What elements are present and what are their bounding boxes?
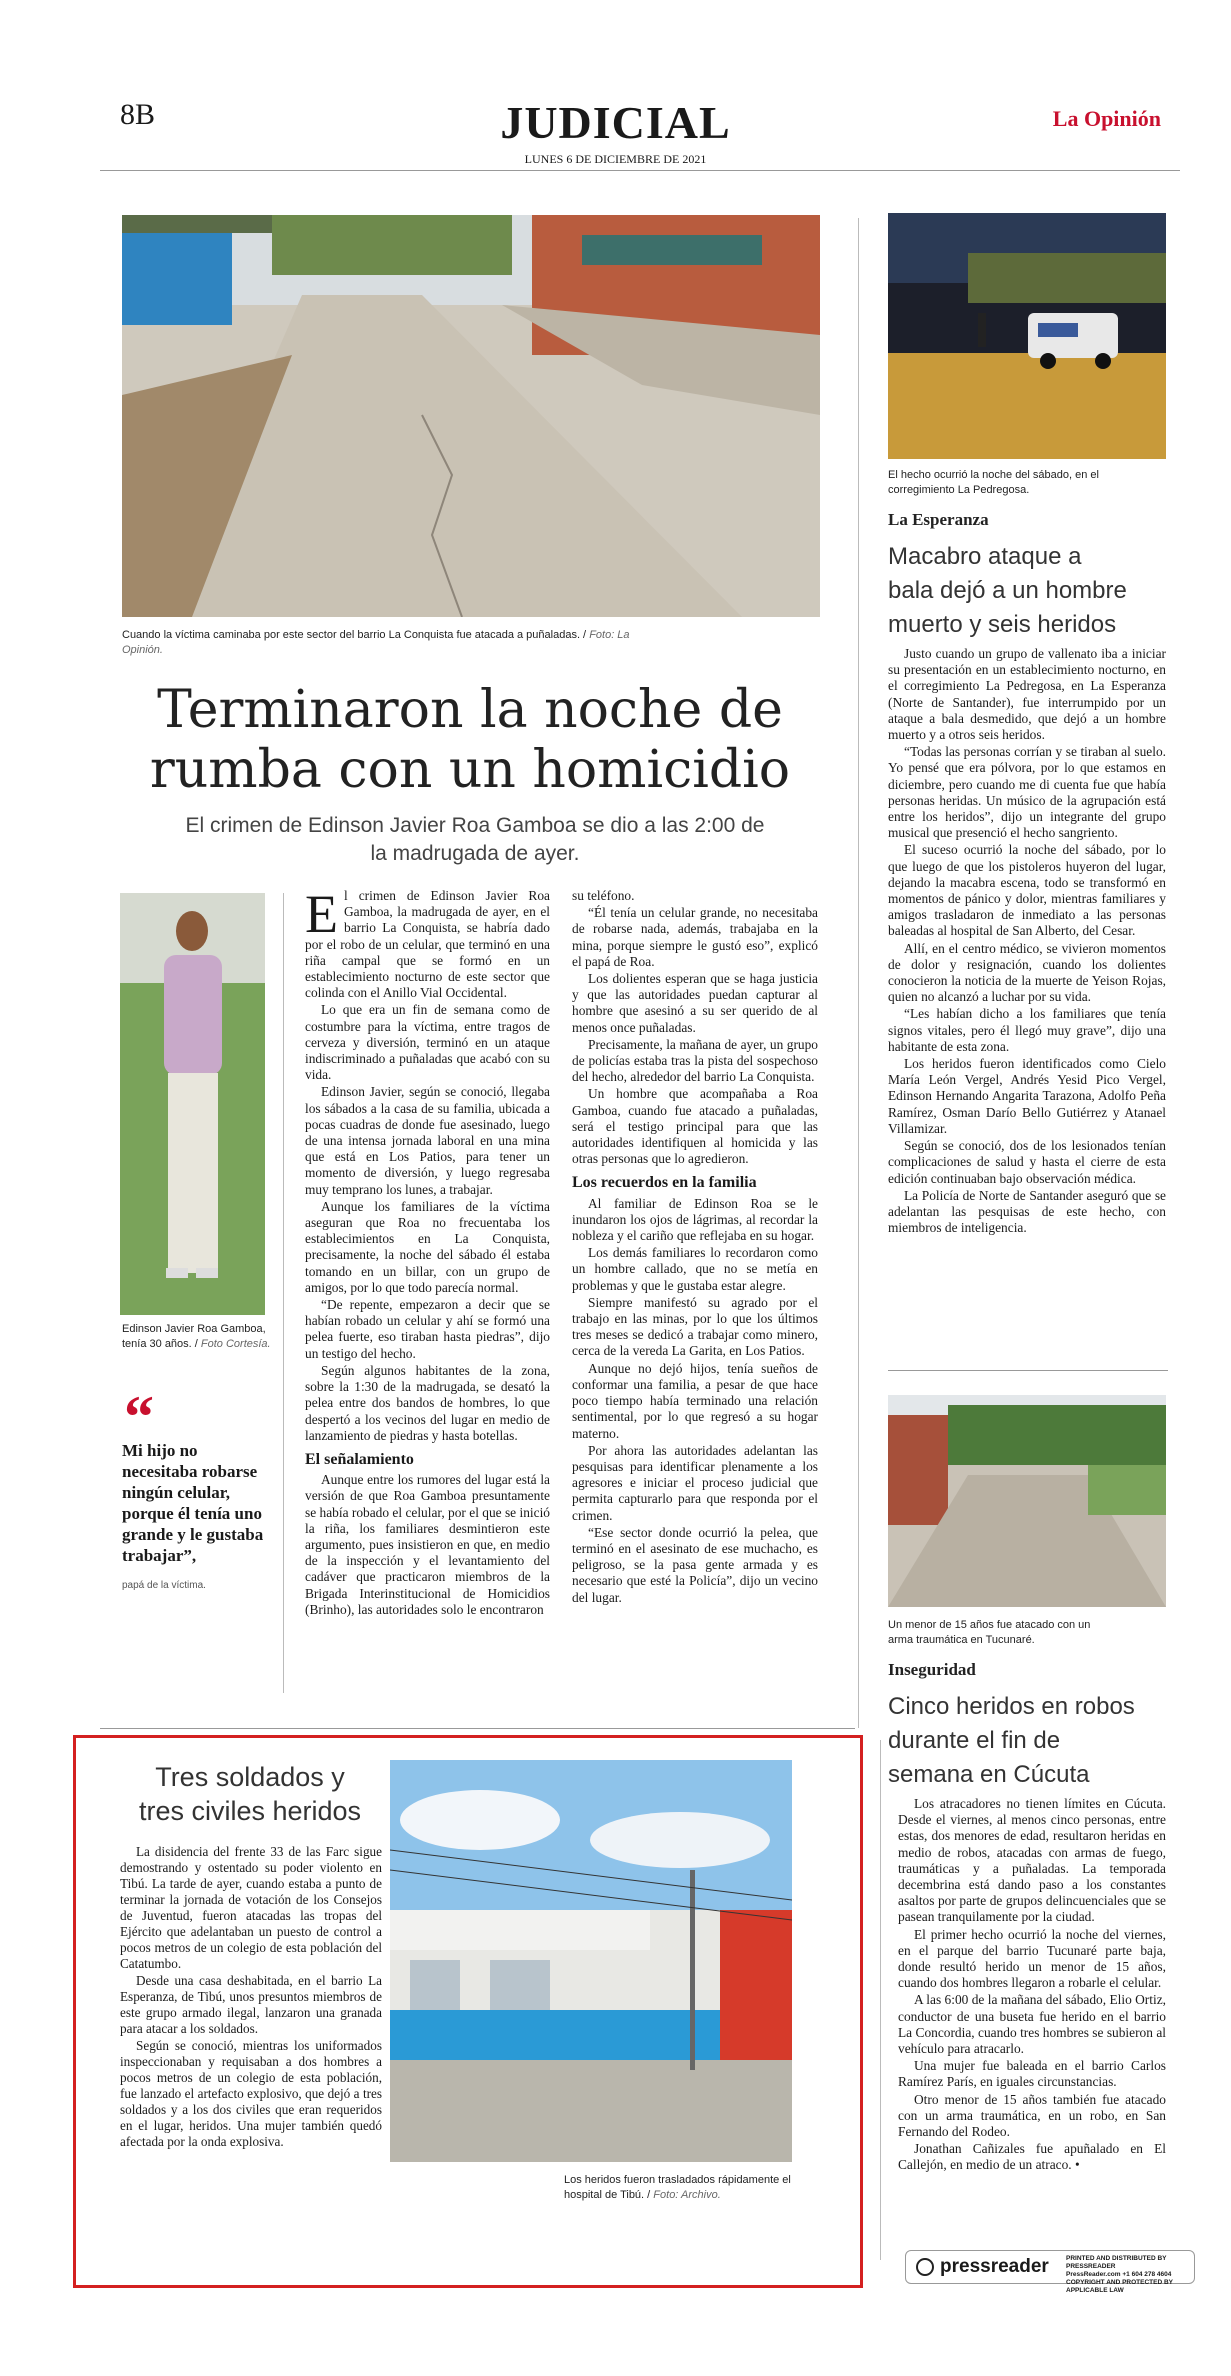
- side1-photo-caption: El hecho ocurrió la noche del sábado, en el corregimiento La Pedregosa.: [888, 469, 1099, 496]
- pull-quote-attribution: papá de la víctima.: [122, 1580, 206, 1591]
- pressreader-icon: [916, 2258, 934, 2276]
- footer-badge: [905, 2250, 1195, 2294]
- boxed-photo-credit: Foto: Archivo.: [653, 2189, 721, 2201]
- side-divider: [888, 1370, 1168, 1371]
- subhead-senalamiento: El señalamiento: [305, 1450, 414, 1468]
- pressreader-logo: pressreader: [940, 2256, 1049, 2277]
- side2-photo-caption: Un menor de 15 años fue atacado con un arma traumática en Tucunaré.: [888, 1619, 1091, 1646]
- main-body-column-1: El crimen de Edinson Javier Roa Gamboa, la madrugada de ayer, en el barrio La Conquista, se habría dado por el robo de un celular, que terminó en una riña campal que se formó en un establecimiento nocturno de este sector que colinda con el Anillo Vial Occidental. Lo que era un fin de semana como de costumbre para la víctima, entre tragos de cerveza y diversión, terminó en un ataque indiscriminado a puñaladas que acabó con su vida. Edinson Javier, según se conoció, llegaba los sábados a la casa de su familia, ubicada a pocas cuadras de donde fue asesinado, luego de una intensa jornada laboral en una mina que está en Los Patios, para tener un momento de diversión, y luego regresaba muy temprano los lunes, a trabajar. Aunque los familiares de la víctima aseguran que Roa no frecuentaba los establecimientos en La Conquista, precisamente, la noche del sábado él estaba tomando en un billar, con un grupo de amigos, por lo que todo parecía normal. “De repente, empezaron a decir que se habían robado un celular y ahí se formó una pelea fuerte, eso tiraban hasta piedras”, dijo un testigo del hecho. Según algunos habitantes de la zona, sobre la 1:30 de la madrugada, se desató la pelea entre dos bandos de hombres, lo que despertó a los vecinos del lugar en medio de lanzamiento de piedras y hasta botellas. El señalamiento Aunque entre los rumores del lugar está la versión de que Roa Gamboa presuntamente se había robado el celular, por el que se inició la riña, los familiares desmintieron este argumento, pues insistieron en que, en medio de la inspección y el levantamiento del cadáver que practicaron miembros de la Brigada Interinstitucional de Homicidios (Brinho), las autoridades solo le encontraron: [305, 884, 550, 1617]
- issue-date: LUNES 6 DE DICIEMBRE DE 2021: [524, 152, 707, 166]
- boxed-body: La disidencia del frente 33 de las Farc sigue demostrando y ostentado su poder violento en Tibú. La tarde de ayer, cuando estaba a punto de terminar la jornada de votación de los Consejos de Juventud, fueron atacadas las tropas del Ejército que adelantaban un puesto de control a pocos metros de un colegio de esta población del Catatumbo. Desde una casa deshabitada, en el barrio La Esperanza, de Tibú, unos presuntos miembros de este grupo armado ilegal, lanzaron una granada para atacar a los soldados. Según se conoció, mientras los uniformados inspeccionaban y requisaban a dos hombres a pocos metros de un colegio de esta población, fue lanzado el artefacto explosivo, que dejó a tres soldados y a los dos civiles que eran requeridos en el lugar, heridos. Una mujer también quedó afectada por la onda explosiva.: [120, 1844, 382, 2149]
- boxed-photo-caption: Los heridos fueron trasladados rápidamente el hospital de Tibú. / Foto: Archivo.: [564, 2174, 791, 2201]
- column-divider: [283, 893, 284, 1693]
- brand-logo: La Opinión: [1052, 106, 1161, 131]
- portrait-credit: Foto Cortesía.: [200, 1338, 271, 1350]
- portrait-caption: Edinson Javier Roa Gamboa, tenía 30 años. / Foto Cortesía.: [122, 1323, 271, 1350]
- main-body-column-2: su teléfono. “Él tenía un celular grande, no necesitaba de robarse nada, además, trabajaba en la mina, porque siempre le gustó eso”, explicó el papá de Roa. Los dolientes esperan que se haga justicia y que las autoridades puedan capturar al hombre que asesinó a su ser querido de al menos once puñaladas. Precisamente, la mañana de ayer, un grupo de policías estaba tras la pista del sospechoso del hecho, alrededor del barrio La Conquista. Un hombre que acompañaba a Roa Gamboa, cuando fue atacado a puñaladas, será el testigo principal para que las autoridades identifiquen al homicida y las otras personas que lo agredieron. Los recuerdos en la familia Al familiar de Edinson Roa se le inundaron los ojos de lágrimas, al recordar la nobleza y el cariño que reflejaba en su hogar. Los demás familiares lo recordaron como un hombre callado, que no se metía en problemas y que le gustaba estar alegre. Siempre manifestó su agrado por el trabajo en las minas, por lo que los últimos tres meses se dedicó a trabajar como minero, cerca de la vereda La Garita, en Los Patios. Aunque no dejó hijos, tenía sueños de conformar una familia, a pesar de que hace poco tiempo había terminado una relación sentimental, por lo que regresó a su hogar materno. Por ahora las autoridades adelantan las pesquisas para identificar plenamente a los agresores e iniciar el proceso judicial que permita capturarlo para que responda por el crimen. “Ese sector donde ocurrió la pelea, que terminó en el asesinato de ese muchacho, es peligroso, se la pasa gente armada y es necesario que esté la Policía”, dijo un vecino del lugar.: [572, 888, 818, 1605]
- side2-photo: [888, 1395, 1166, 1607]
- main-photo-credit: Foto: La Opinión.: [122, 629, 630, 656]
- section-divider: [100, 1728, 855, 1729]
- side1-body: Justo cuando un grupo de vallenato iba a iniciar su presentación en un establecimiento nocturno, en el corregimiento La Pedregosa, en La Esperanza (Norte de Santander), fue interrumpido por un ataque a bala desmedido, que dejó a un hombre muerto y a otros seis heridos. “Todas las personas corrían y se tiraban al suelo. Yo pensé que era pólvora, por lo que estamos en diciembre, pero cuando me di cuenta fue que había personas heridas. Un músico de la agrupación está entre los heridos”, dijo un integrante del grupo musical que presenció el hecho sangriento. El suceso ocurrió la noche del sábado, por lo que luego de que los pistoleros huyeron del lugar, dejando la macabra escena, todo se transformó en momentos de pánico y dolor, mientras familiares y amigos trasladaron de inmediato a las personas baleadas al hospital de San Alberto, del Cesar. Allí, en el centro médico, se vivieron momentos de dolor y resignación, cuando los dolientes conocieron la noticia de la muerte de Yeison Rojas, quien no alcanzó a luchar por su vida. “Les habían dicho a los familiares que tenía signos vitales, pero él llegó muy grave”, dijo una habitante de esta zona. Los heridos fueron identificados como Cielo María León Vergel, Andrés Yesid Pico Vergel, Edinson Hernando Angarita Tarazona, Adolfo Peña Ramírez, Osman Darío Bello Gutiérrez y Atanael Villamizar. Según se conoció, dos de los lesionados tenían complicaciones de salud y hasta el cierre de esta edición continuaban bajo observación médica. La Policía de Norte de Santander aseguró que se adelantan las pesquisas de este hecho, con miembros de inteligencia.: [888, 646, 1166, 1236]
- column-divider: [858, 218, 859, 1728]
- side2-headline: Cinco heridos en robos durante el fin de semana en Cúcuta: [888, 1693, 1135, 1788]
- footer-legal: PRINTED AND DISTRIBUTED BY PRESSREADER PressReader.com +1 604 278 4604 COPYRIGHT AND PROTECTED BY APPLICABLE LAW: [1066, 2255, 1173, 2294]
- side2-body: Los atracadores no tienen límites en Cúcuta. Desde el viernes, al menos cinco personas, entre estas, dos menores de edad, resultaron heridas en medio de robos, atacadas con armas de fuego, traumáticas y a puñaladas. La temporada decembrina está dando paso a los constantes asaltos por parte de grupos delincuenciales que se pasean tranquilamente por la ciudad. El primer hecho ocurrió la noche del viernes, en el parque del barrio Tucunaré parte baja, donde resultó herido un menor de 15 años, cuando dos hombres llegaron a robarle el celular. A las 6:00 de la mañana del sábado, Elio Ortiz, conductor de una buseta fue herido en el barrio La Concordia, cuando tres hombres se subieron al vehículo para atracarlo. Una mujer fue baleada en el barrio Carlos Ramírez París, en iguales circunstancias. Otro menor de 15 años también fue atacado con un arma traumática, en un robo, en San Fernando del Rodeo. Jonathan Cañizales fue apuñalado en El Callejón, en medio de un atraco. •: [898, 1796, 1166, 2173]
- boxed-photo: [390, 1760, 792, 2162]
- masthead-divider: [100, 170, 1180, 171]
- subhead-recuerdos: Los recuerdos en la familia: [572, 1174, 757, 1192]
- side1-kicker: La Esperanza: [888, 510, 989, 529]
- boxed-headline: Tres soldados y tres civiles heridos: [138, 1762, 362, 1826]
- portrait-photo: [120, 893, 265, 1315]
- drop-cap: E: [305, 884, 338, 944]
- side1-photo: [888, 213, 1166, 459]
- main-dek: El crimen de Edinson Javier Roa Gamboa se dio a las 2:00 de la madrugada de ayer.: [185, 814, 765, 865]
- quote-icon: “: [124, 1384, 154, 1450]
- main-headline: Terminaron la noche de rumba con un homicidio: [149, 680, 791, 800]
- section-title: JUDICIAL: [500, 97, 731, 148]
- side1-headline: Macabro ataque a bala dejó a un hombre muerto y seis heridos: [888, 543, 1127, 638]
- pull-quote: Mi hijo no necesitaba robarse ningún celular, porque él tenía uno grande y le gustaba trabajar”,: [122, 1441, 264, 1565]
- main-photo-caption: Cuando la víctima caminaba por este sector del barrio La Conquista fue atacada a puñaladas. / Foto: La Opinión.: [122, 629, 630, 656]
- main-photo: [122, 215, 820, 617]
- page-number: 8B: [120, 98, 156, 131]
- side2-kicker: Inseguridad: [888, 1660, 976, 1679]
- column-divider: [880, 1740, 881, 2260]
